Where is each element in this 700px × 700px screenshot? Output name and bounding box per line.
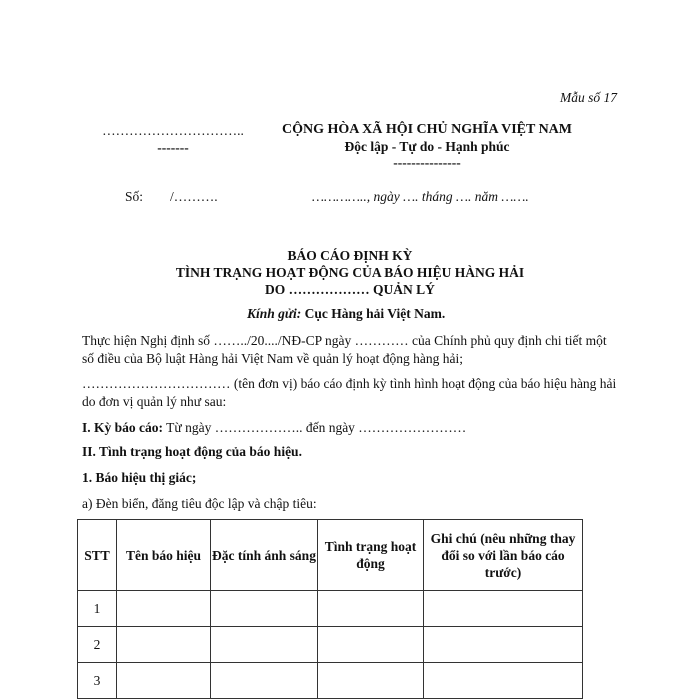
motto: Độc lập - Tự do - Hạnh phúc bbox=[344, 139, 510, 154]
table-cell bbox=[318, 663, 424, 699]
section-1 bbox=[82, 420, 466, 436]
unit-paragraph: …………………………… (tên đơn vị) báo cáo định kỳ tình hình hoạt động của báo hiệu hàng hải do đơn vị quản lý như sau: bbox=[82, 376, 617, 409]
table-row bbox=[78, 591, 583, 627]
table-cell bbox=[211, 591, 318, 627]
recipient-name: Cục Hàng hải Việt Nam. bbox=[304, 306, 446, 321]
row-number: 3 bbox=[78, 663, 117, 699]
agency-separator: ------- bbox=[157, 140, 189, 155]
table-cell bbox=[117, 591, 211, 627]
table-cell bbox=[211, 663, 318, 699]
section-1-label: I. Kỳ báo cáo: bbox=[82, 420, 163, 435]
date-line: ………….., ngày …. tháng …. năm ……. bbox=[312, 189, 529, 204]
table-cell bbox=[211, 627, 318, 663]
report-title-1: BÁO CÁO ĐỊNH KỲ bbox=[287, 248, 413, 263]
table-cell bbox=[424, 627, 583, 663]
subsection-1a-heading: a) Đèn biển, đăng tiêu độc lập và chập tiêu: bbox=[82, 496, 317, 511]
table-cell bbox=[318, 627, 424, 663]
table-row bbox=[78, 627, 583, 663]
number-value: /………. bbox=[170, 189, 218, 204]
number-label: Số: bbox=[125, 189, 144, 204]
table-cell bbox=[117, 627, 211, 663]
header-light-characteristic: Đặc tính ánh sáng bbox=[211, 520, 318, 591]
table-cell bbox=[318, 591, 424, 627]
nation-name: CỘNG HÒA XÃ HỘI CHỦ NGHĨA VIỆT NAM bbox=[281, 122, 572, 137]
report-title-2: TÌNH TRẠNG HOẠT ĐỘNG CỦA BÁO HIỆU HÀNG HẢI bbox=[175, 265, 525, 280]
table-header-row bbox=[78, 520, 583, 591]
form-number: Mẫu số 17 bbox=[560, 90, 617, 105]
signal-status-table bbox=[77, 519, 583, 699]
row-number: 2 bbox=[78, 627, 117, 663]
row-number: 1 bbox=[78, 591, 117, 627]
report-title-3: DO ……………… QUẢN LÝ bbox=[265, 282, 435, 297]
section-2-heading: II. Tình trạng hoạt động của báo hiệu. bbox=[82, 444, 302, 459]
agency-name-placeholder: ………………………….. bbox=[102, 123, 244, 138]
recipient-label: Kính gửi: bbox=[247, 306, 302, 321]
section-1-period: Từ ngày ……………….. đến ngày …………………… bbox=[166, 420, 467, 435]
table-cell bbox=[424, 591, 583, 627]
table-cell bbox=[424, 663, 583, 699]
header-operating-status: Tình trạng hoạt động bbox=[318, 520, 424, 591]
recipient-line bbox=[247, 306, 445, 322]
intro-paragraph: Thực hiện Nghị định số ……../20..../NĐ-CP ngày ………… của Chính phủ quy định chi tiết một số điều của Bộ luật Hàng hải Việt Nam về quản lý hoạt động hàng hải; bbox=[82, 333, 607, 366]
header-notes: Ghi chú (nêu những thay đổi so với lần báo cáo trước) bbox=[424, 520, 583, 591]
table-row bbox=[78, 663, 583, 699]
header-stt: STT bbox=[78, 520, 117, 591]
table-cell bbox=[117, 663, 211, 699]
motto-separator: --------------- bbox=[393, 155, 461, 170]
subsection-1-heading: 1. Báo hiệu thị giác; bbox=[82, 470, 197, 485]
header-signal-name: Tên báo hiệu bbox=[117, 520, 211, 591]
